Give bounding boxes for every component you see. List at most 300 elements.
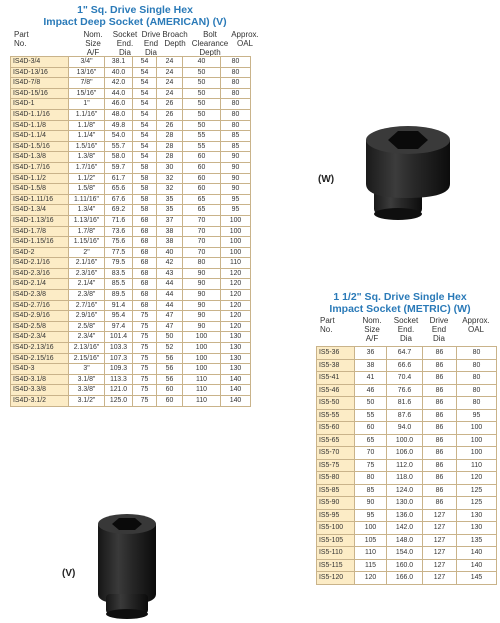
value-cell: 100 [457,434,497,447]
table-row [11,184,251,195]
value-cell: 1.15/16" [69,237,105,248]
value-cell: 100 [457,447,497,460]
value-cell: 43 [157,268,183,279]
value-cell: 130 [221,364,251,375]
value-cell: 120 [221,268,251,279]
value-cell: 46.0 [105,99,133,110]
value-cell: 50 [355,397,387,410]
part-number-cell: IS4D-1.3/4 [11,205,69,216]
value-cell: 86 [423,347,457,360]
value-cell: 60 [157,396,183,407]
part-number-cell: IS5-46 [317,384,355,397]
table-v-title [10,4,260,28]
value-cell: 120 [221,321,251,332]
part-number-cell: IS4D-7/8 [11,78,69,89]
value-cell: 1.5/8" [69,184,105,195]
part-number-cell: IS4D-3.1/2 [11,396,69,407]
value-cell: 2.1/16" [69,258,105,269]
value-cell: 100 [355,522,387,535]
table-row [317,397,497,410]
value-cell: 70 [183,237,221,248]
value-cell: 160.0 [387,559,423,572]
part-number-cell: IS4D-1.13/16 [11,215,69,226]
part-number-cell: IS4D-2.3/4 [11,332,69,343]
value-cell: 26 [157,99,183,110]
part-number-cell: IS4D-1.1/8 [11,120,69,131]
value-cell: 54 [133,99,157,110]
part-number-cell: IS4D-15/16 [11,88,69,99]
part-number-cell: IS4D-1 [11,99,69,110]
part-number-cell: IS4D-2.9/16 [11,311,69,322]
value-cell: 80 [355,472,387,485]
value-cell: 90 [221,184,251,195]
table-row [11,88,251,99]
hdr-bolt: Bolt Clearance Depth [191,30,229,57]
part-number-cell: IS5-120 [317,572,355,585]
hdr-oal: Approx. OAL [231,30,259,48]
value-cell: 120 [221,311,251,322]
table-row [317,459,497,472]
hdr-part: Part No. [14,30,29,48]
part-number-cell: IS5-85 [317,484,355,497]
value-cell: 75 [133,374,157,385]
value-cell: 86 [423,384,457,397]
hdr-broach: Broach Depth [162,30,188,48]
value-cell: 3.1/2" [69,396,105,407]
value-cell: 90 [183,321,221,332]
value-cell: 68 [133,279,157,290]
value-cell: 130.0 [387,497,423,510]
table-row [11,67,251,78]
value-cell: 1.13/16" [69,215,105,226]
value-cell: 76.6 [387,384,423,397]
value-cell: 80 [221,120,251,131]
value-cell: 55 [183,141,221,152]
value-cell: 127 [423,534,457,547]
value-cell: 100 [183,364,221,375]
value-cell: 83.5 [105,268,133,279]
value-cell: 100.0 [387,434,423,447]
part-number-cell: IS4D-2.13/16 [11,343,69,354]
value-cell: 75 [133,311,157,322]
part-number-cell: IS4D-1.1/16 [11,109,69,120]
value-cell: 70 [183,226,221,237]
table-row [11,141,251,152]
value-cell: 86 [423,372,457,385]
value-cell: 50 [183,120,221,131]
value-cell: 60 [183,184,221,195]
table-row [11,332,251,343]
value-cell: 95 [221,205,251,216]
table-row [317,472,497,485]
part-number-cell: IS4D-1.7/8 [11,226,69,237]
value-cell: 110 [183,374,221,385]
value-cell: 130 [457,509,497,522]
value-cell: 90 [221,162,251,173]
value-cell: 54 [133,78,157,89]
value-cell: 112.0 [387,459,423,472]
value-cell: 28 [157,152,183,163]
table-row [11,290,251,301]
value-cell: 59.7 [105,162,133,173]
value-cell: 100 [183,353,221,364]
value-cell: 79.5 [105,258,133,269]
value-cell: 54 [133,131,157,142]
value-cell: 100 [221,226,251,237]
value-cell: 86 [423,484,457,497]
part-number-cell: IS4D-1.3/8 [11,152,69,163]
value-cell: 86 [423,409,457,422]
value-cell: 68 [133,258,157,269]
part-number-cell: IS5-36 [317,347,355,360]
value-cell: 75 [133,353,157,364]
value-cell: 127 [423,522,457,535]
value-cell: 80 [221,57,251,68]
value-cell: 106.0 [387,447,423,460]
value-cell: 140 [221,385,251,396]
value-cell: 127 [423,509,457,522]
value-cell: 70 [183,215,221,226]
value-cell: 54 [133,141,157,152]
part-number-cell: IS4D-1.5/8 [11,184,69,195]
value-cell: 100 [183,332,221,343]
m-hdr-part: Part No. [320,316,335,334]
table-m-title [300,291,500,315]
value-cell: 120 [221,279,251,290]
value-cell: 90 [183,290,221,301]
table-m-header [316,316,496,346]
value-cell: 85 [221,131,251,142]
value-cell: 68 [133,226,157,237]
value-cell: 127 [423,559,457,572]
value-cell: 70 [183,247,221,258]
value-cell: 1.3/4" [69,205,105,216]
value-cell: 100 [457,422,497,435]
value-cell: 65.6 [105,184,133,195]
value-cell: 105 [355,534,387,547]
value-cell: 2.3/8" [69,290,105,301]
value-cell: 68 [133,268,157,279]
table-v-header [10,30,260,56]
value-cell: 120 [355,572,387,585]
value-cell: 80 [457,372,497,385]
value-cell: 67.6 [105,194,133,205]
value-cell: 26 [157,109,183,120]
value-cell: 47 [157,311,183,322]
value-cell: 103.3 [105,343,133,354]
value-cell: 90 [183,311,221,322]
m-hdr-socket: Socket End. Dia [393,316,419,343]
table-row [11,343,251,354]
value-cell: 50 [183,78,221,89]
value-cell: 80 [221,67,251,78]
value-cell: 60 [157,385,183,396]
value-cell: 80 [221,99,251,110]
table-row [317,484,497,497]
value-cell: 42.0 [105,78,133,89]
value-cell: 130 [221,332,251,343]
value-cell: 100 [221,215,251,226]
value-cell: 68 [133,300,157,311]
value-cell: 140 [457,559,497,572]
table-row [11,279,251,290]
value-cell: 80 [221,109,251,120]
part-number-cell: IS4D-3/4 [11,57,69,68]
value-cell: 41 [355,372,387,385]
value-cell: 75 [133,364,157,375]
value-cell: 64.7 [387,347,423,360]
table-row [11,385,251,396]
value-cell: 60 [183,162,221,173]
value-cell: 2.7/16" [69,300,105,311]
value-cell: 1.7/16" [69,162,105,173]
table-row [11,226,251,237]
table-row [11,131,251,142]
table-row [11,300,251,311]
value-cell: 50 [183,99,221,110]
value-cell: 37 [157,215,183,226]
hdr-drive: Drive End Dia [141,30,161,57]
table-row [11,120,251,131]
value-cell: 110 [183,385,221,396]
part-number-cell: IS5-70 [317,447,355,460]
value-cell: 69.2 [105,205,133,216]
value-cell: 75 [355,459,387,472]
value-cell: 38.1 [105,57,133,68]
value-cell: 2.5/8" [69,321,105,332]
value-cell: 95 [355,509,387,522]
part-number-cell: IS5-95 [317,509,355,522]
value-cell: 127 [423,572,457,585]
value-cell: 58 [133,162,157,173]
socket-v-image [92,510,162,620]
value-cell: 58 [133,173,157,184]
m-hdr-oal: Approx. OAL [462,316,490,334]
value-cell: 2.3/16" [69,268,105,279]
value-cell: 1" [69,99,105,110]
part-number-cell: IS5-105 [317,534,355,547]
m-hdr-nom: Nom. Size A/F [362,316,382,343]
table-row [317,447,497,460]
value-cell: 1.1/8" [69,120,105,131]
value-cell: 50 [183,109,221,120]
value-cell: 44 [157,279,183,290]
value-cell: 145 [457,572,497,585]
hdr-nom: Nom. Size A/F [83,30,103,57]
value-cell: 60 [355,422,387,435]
table-v-title-line1: 1" Sq. Drive Single Hex [77,4,193,16]
part-number-cell: IS5-80 [317,472,355,485]
value-cell: 148.0 [387,534,423,547]
value-cell: 58.0 [105,152,133,163]
value-cell: 60 [183,152,221,163]
value-cell: 71.6 [105,215,133,226]
part-number-cell: IS4D-3.3/8 [11,385,69,396]
part-number-cell: IS5-110 [317,547,355,560]
socket-w-label: (W) [318,174,335,185]
table-row [11,396,251,407]
value-cell: 28 [157,131,183,142]
part-number-cell: IS5-100 [317,522,355,535]
value-cell: 24 [157,57,183,68]
value-cell: 24 [157,88,183,99]
part-number-cell: IS4D-3 [11,364,69,375]
value-cell: 24 [157,78,183,89]
table-v-title-line2: Impact Deep Socket (AMERICAN) (V) [43,16,227,28]
value-cell: 7/8" [69,78,105,89]
value-cell: 68 [133,290,157,301]
value-cell: 115 [355,559,387,572]
part-number-cell: IS5-75 [317,459,355,472]
value-cell: 77.5 [105,247,133,258]
value-cell: 70.4 [387,372,423,385]
value-cell: 86 [423,397,457,410]
value-cell: 110 [457,459,497,472]
value-cell: 24 [157,67,183,78]
value-cell: 48.0 [105,109,133,120]
value-cell: 66.6 [387,359,423,372]
value-cell: 135 [457,534,497,547]
value-cell: 3/4" [69,57,105,68]
value-cell: 142.0 [387,522,423,535]
value-cell: 110 [183,396,221,407]
table-row [11,194,251,205]
table-row [317,409,497,422]
value-cell: 85 [221,141,251,152]
value-cell: 3.3/8" [69,385,105,396]
value-cell: 80 [457,384,497,397]
value-cell: 13/16" [69,67,105,78]
value-cell: 109.3 [105,364,133,375]
part-number-cell: IS4D-2 [11,247,69,258]
part-number-cell: IS5-60 [317,422,355,435]
part-number-cell: IS5-65 [317,434,355,447]
value-cell: 86 [423,422,457,435]
part-number-cell: IS5-50 [317,397,355,410]
table-row [11,247,251,258]
table-row [11,173,251,184]
part-number-cell: IS4D-1.1/4 [11,131,69,142]
value-cell: 125 [457,497,497,510]
part-number-cell: IS5-41 [317,372,355,385]
value-cell: 54.0 [105,131,133,142]
table-row [317,497,497,510]
value-cell: 44 [157,300,183,311]
value-cell: 1.11/16" [69,194,105,205]
value-cell: 97.4 [105,321,133,332]
table-v [10,56,251,407]
value-cell: 40 [157,247,183,258]
value-cell: 87.6 [387,409,423,422]
value-cell: 55 [355,409,387,422]
value-cell: 120 [221,290,251,301]
value-cell: 56 [157,353,183,364]
value-cell: 2.15/16" [69,353,105,364]
value-cell: 54 [133,67,157,78]
value-cell: 35 [157,194,183,205]
value-cell: 86 [423,459,457,472]
value-cell: 118.0 [387,472,423,485]
value-cell: 113.3 [105,374,133,385]
value-cell: 58 [133,205,157,216]
table-m-title-line2: Impact Socket (METRIC) (W) [329,303,471,315]
table-row [317,509,497,522]
table-row [11,205,251,216]
value-cell: 94.0 [387,422,423,435]
value-cell: 28 [157,141,183,152]
value-cell: 86 [423,472,457,485]
table-row [11,109,251,120]
value-cell: 81.6 [387,397,423,410]
value-cell: 100 [221,237,251,248]
part-number-cell: IS4D-2.1/16 [11,258,69,269]
part-number-cell: IS4D-1.11/16 [11,194,69,205]
value-cell: 2.13/16" [69,343,105,354]
part-number-cell: IS4D-2.1/4 [11,279,69,290]
value-cell: 140 [457,547,497,560]
value-cell: 68 [133,215,157,226]
value-cell: 1.7/8" [69,226,105,237]
table-row [317,547,497,560]
table-row [317,572,497,585]
value-cell: 3" [69,364,105,375]
value-cell: 85.5 [105,279,133,290]
value-cell: 55.7 [105,141,133,152]
table-row [317,434,497,447]
part-number-cell: IS4D-1.15/16 [11,237,69,248]
value-cell: 86 [423,497,457,510]
socket-w-image [360,118,458,222]
part-number-cell: IS4D-1.5/16 [11,141,69,152]
part-number-cell: IS5-115 [317,559,355,572]
value-cell: 61.7 [105,173,133,184]
part-number-cell: IS4D-2.7/16 [11,300,69,311]
table-row [317,422,497,435]
value-cell: 80 [221,88,251,99]
value-cell: 58 [133,194,157,205]
table-row [11,268,251,279]
value-cell: 75 [133,396,157,407]
value-cell: 50 [157,332,183,343]
value-cell: 2" [69,247,105,258]
table-row [317,347,497,360]
part-number-cell: IS4D-1.1/2 [11,173,69,184]
value-cell: 107.3 [105,353,133,364]
table-row [317,384,497,397]
part-number-cell: IS5-90 [317,497,355,510]
value-cell: 32 [157,173,183,184]
value-cell: 54 [133,152,157,163]
value-cell: 44 [157,290,183,301]
table-row [11,237,251,248]
value-cell: 110 [221,258,251,269]
value-cell: 130 [457,522,497,535]
table-row [11,321,251,332]
table-row [11,353,251,364]
value-cell: 91.4 [105,300,133,311]
part-number-cell: IS4D-2.15/16 [11,353,69,364]
value-cell: 54 [133,88,157,99]
value-cell: 1.1/16" [69,109,105,120]
part-number-cell: IS4D-2.3/8 [11,290,69,301]
value-cell: 26 [157,120,183,131]
value-cell: 75 [133,321,157,332]
value-cell: 3.1/8" [69,374,105,385]
value-cell: 90 [221,173,251,184]
value-cell: 95 [457,409,497,422]
value-cell: 90 [221,152,251,163]
value-cell: 38 [355,359,387,372]
